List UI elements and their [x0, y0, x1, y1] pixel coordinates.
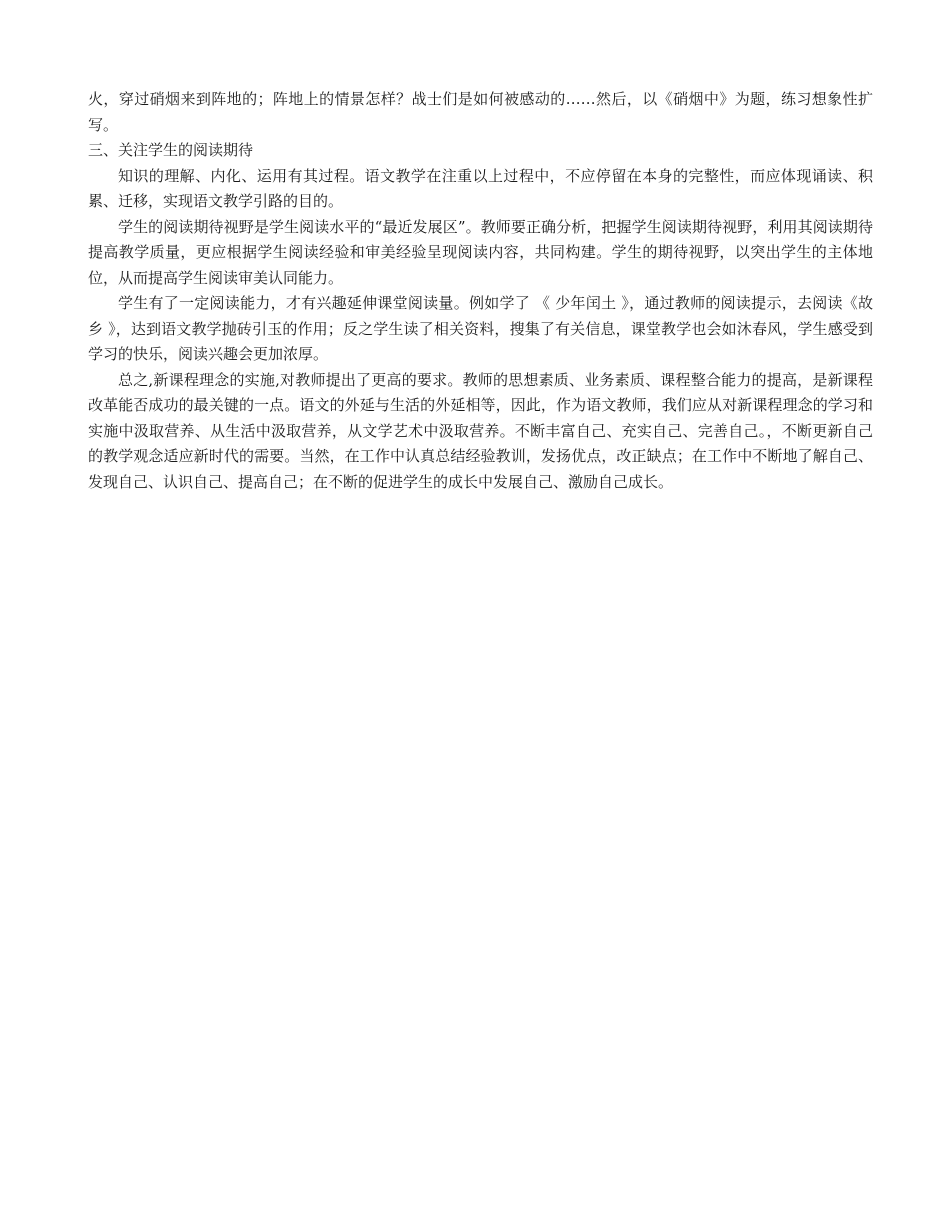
body-paragraph: 学生的阅读期待视野是学生阅读水平的“最近发展区”。教师要正确分析，把握学生阅读期待视野，利用其阅读期待提高教学质量，更应根据学生阅读经验和审美经验呈现阅读内容，共同构建。学生的期待视野，以突出学生的主体地位，从而提高学生阅读审美认同能力。	[88, 217, 873, 287]
continuation-paragraph: 火，穿过硝烟来到阵地的；阵地上的情景怎样？战士们是如何被感动的……然后，以《硝烟中》为题，练习想象性扩写。	[88, 90, 873, 134]
document-page	[88, 87, 873, 495]
section-heading: 三、关注学生的阅读期待	[88, 141, 254, 159]
body-paragraph: 知识的理解、内化、运用有其过程。语文教学在注重以上过程中，不应停留在本身的完整性，而应体现诵读、积累、迁移，实现语文教学引路的目的。	[88, 166, 873, 210]
body-paragraph: 总之,新课程理念的实施,对教师提出了更高的要求。教师的思想素质、业务素质、课程整合能力的提高，是新课程改革能否成功的最关键的一点。语文的外延与生活的外延相等，因此，作为语文教师，我们应从对新课程理念的学习和实施中汲取营养、从生活中汲取营养，从文学艺术中汲取营养。不断丰富自己、充实自己、完善自己。，不断更新自己的教学观念适应新时代的需要。当然，在工作中认真总结经验教训，发扬优点，改正缺点；在工作中不断地了解自己、发现自己、认识自己、提高自己；在不断的促进学生的成长中发展自己、激励自己成长。	[88, 370, 873, 491]
body-paragraph: 学生有了一定阅读能力，才有兴趣延伸课堂阅读量。例如学了 《 少年闰土 》，通过教师的阅读提示，去阅读《故乡 》，达到语文教学抛砖引玉的作用；反之学生读了相关资料，搜集了有关信息，课堂教学也会如沐春风，学生感受到学习的快乐，阅读兴趣会更加浓厚。	[88, 294, 873, 363]
